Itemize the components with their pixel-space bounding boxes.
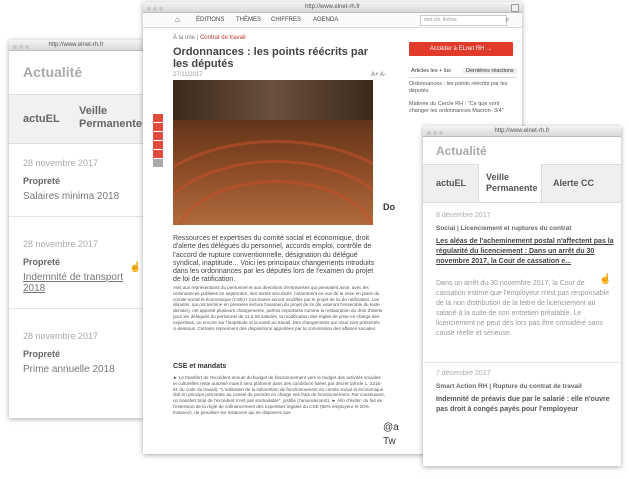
news-category: Propreté (23, 349, 61, 359)
tab-veille-permanente[interactable]: Veille Permanente (79, 105, 142, 130)
article-subheading: CSE et mandats (173, 363, 227, 370)
access-elnet-button[interactable]: Accéder à ELnet RH → (409, 42, 513, 56)
share-email-icon[interactable] (153, 114, 163, 122)
social-fragment-tw: Tw (383, 436, 396, 447)
share-pdf-icon[interactable] (153, 150, 163, 158)
news-date: 28 novembre 2017 (23, 239, 99, 249)
tab-alerte-cc[interactable]: Alerte CC (553, 178, 595, 188)
breadcrumb: À la une | Contrat de travail (173, 35, 246, 41)
news-title[interactable]: Salaires minima 2018 (23, 191, 120, 202)
window-title-bar (9, 40, 143, 51)
tab-bar (423, 164, 621, 203)
window-controls[interactable] (13, 43, 31, 53)
font-size-controls[interactable]: A+ A- (371, 72, 386, 78)
nav-item-agenda[interactable]: AGENDA (313, 17, 339, 23)
top-navigation (143, 13, 522, 28)
window-title-bar (143, 2, 522, 13)
window-url: http://www.elnet-rh.fr (48, 42, 104, 48)
close-icon[interactable] (511, 4, 519, 12)
window-controls[interactable] (427, 129, 445, 139)
home-icon[interactable]: ⌂ (175, 15, 180, 24)
nav-item-editions[interactable]: ÉDITIONS (196, 17, 225, 23)
list-item[interactable]: Ordonnances : les points réécrits par les députés (409, 81, 508, 94)
list-item[interactable] (23, 331, 143, 375)
news-title[interactable]: Indemnité de transport 2018 (23, 272, 124, 294)
news-category: Propreté (23, 257, 61, 267)
panel-title: Actualité (9, 51, 143, 95)
share-toolbar (153, 114, 163, 168)
divider (9, 308, 143, 309)
nav-item-themes[interactable]: THÈMES (236, 17, 262, 23)
article-date: 27/11/2017 (173, 72, 203, 78)
divider (423, 362, 621, 363)
divider (9, 216, 143, 217)
tab-most-read[interactable]: Articles les + lus (411, 68, 451, 74)
news-summary: Dans un arrêt du 30 novembre 2017, la Cour de cassation estime que l'employeur n'est pas responsable de la non distribution de la lettre de licenciement au salarié à la suite de son entretien préalable. Le licenciement ne peut dès lors pas être considéré sans cause réelle et sérieuse. (436, 280, 610, 337)
news-title[interactable]: Indemnité de préavis due par le salarié : elle n'ouvre pas droit à congés payés pour l'employeur (436, 396, 610, 413)
panel-title: Actualité (436, 144, 487, 158)
search-icon[interactable]: ⌕ (505, 15, 510, 24)
tab-veille-permanente[interactable]: Veille Permanente (486, 172, 538, 193)
breadcrumb-section[interactable]: Contrat de travail (199, 35, 246, 41)
news-category: Social | Licenciement et ruptures du contrat (436, 225, 572, 232)
social-fragment-at: @a (383, 422, 399, 433)
news-date: 8 décembre 2017 (436, 212, 491, 219)
tab-actuel[interactable]: actuEL (436, 178, 467, 188)
most-read-list (409, 81, 519, 121)
list-item[interactable]: Matinée du Cercle RH : "Ce que vont changer les ordonnances Macron- 3/4" (409, 101, 504, 114)
news-date: 28 novembre 2017 (23, 158, 99, 168)
article-body: Avis aux représentants du personnel et aux directions d'entreprises qui pensaient avoir, avec les ordonnances publiées en septembre, des textes sécurisés, notamment en vue de la mise en place du comité social et économique (CSE) ! Ces textes seront modifiés par le projet de loi de ratification. Les députés, qui ont terminé en première lecture l'examen du projet de loi (ils voteront l'ensemble du texte demain), ont apporté plusieurs changements, parfois importants comme la restauration du droit d'alerte pour les délégués du personnel de 11 à 50 salariés, la modification des règles de prise en charge des expertises, ou encore sur l'inaptitude et la santé au travail. Des changements qui nous sont présentés ci-dessous. Certains reprennent des dispositions apportées par la commission des affaires sociales. (173, 285, 383, 331)
sidebar-tabs (409, 66, 517, 78)
share-linkedin-icon[interactable] (153, 141, 163, 149)
news-date: 28 novembre 2017 (23, 331, 99, 341)
news-category: Smart Action RH | Rupture du contrat de travail (436, 383, 582, 390)
tab-bar (9, 95, 143, 144)
news-title-link[interactable]: Les aléas de l'acheminement postal n'affectent pas la régularité du licenciement : Dans un arrêt du 30 novembre 2017, la Cour de cassation e... (436, 238, 614, 265)
news-title[interactable]: Prime annuelle 2018 (23, 364, 115, 375)
tab-latest-reactions[interactable]: Dernières réactions (463, 68, 517, 74)
list-item[interactable] (23, 158, 143, 217)
sidebar-heading-fragment: Do (383, 202, 395, 212)
window-url: http://www.elnet-rh.fr (494, 128, 550, 134)
article-headline: Ordonnances : les points réécrits par les députés (173, 46, 369, 70)
nav-item-chiffres[interactable]: CHIFFRES (271, 17, 301, 23)
actualite-window-right: http://www.elnet-rh.fr Actualité actuEL Veille Permanente Alerte CC 8 décembre 2017 Social | Licenciement et ruptures du contrat Les aléas de l'acheminement postal n'affectent pas la régularité du licenciement : Dans un arrêt du 30 novembre 2017, la Cour de cassation e... Dans un arrêt du 30 novembre 2017, la Cour de cassation estime que l'employeur n'est pas responsable de la non distribution de la lettre de licenciement au salarié à la suite de son entretien préalable. Le licenciement ne peut dès lors pas être considéré sans cause réelle et sérieuse. 7 décembre 2017 Smart Action RH | Rupture du contrat de travail Indemnité de préavis due par le salarié : elle n'ouvre pas droit à congés payés pour l'employeur ☝ (423, 126, 621, 466)
list-item[interactable] (23, 239, 143, 309)
news-date: 7 décembre 2017 (436, 370, 491, 377)
news-list (9, 158, 143, 375)
article-lead: Ressources et expertises du comité social et économique, droit d'alerte des délégués du personnel, accords emploi, contrôle de l'accord de rupture conventionnelle, désignation du délégué syndical, inaptitude... Voici les principaux changements introduits dans les ordonnances par les députés lors de l'examen du projet de loi de ratification. (173, 235, 375, 284)
article-body-continued: ► Le transfert de l'excédent annuel du budget de fonctionnement vers le budget des activités sociales et culturelles reste autorisé mais il sera plafonné dans des conditions fixées par décret (article L. 2315-61 du code du travail). "L'utilisation de la subvention de fonctionnement du comité social et économique doit en principe permettre au comité de prendre en charge ses frais de fonctionnement. Par conséquent, un transfert total de l'excédent n'est pas souhaitable", justifie (l'amendement). ► Afin d'éviter, du fait de l'extension de la règle de cofinancement des expertises légales du CSE (80% employeur et 20% instance), de pénaliser les instances qui ne disposent que (173, 375, 385, 415)
window-title-bar (423, 126, 621, 137)
actualite-window-left: http://www.elnet-rh.fr Actualité actuEL Veille Permanente 28 novembre 2017 Propreté Salaires minima 2018 28 novembre 2017 Propreté Indemnité de transport 2018 28 novembre 2017 Propreté Prime annuelle 2018 ☝ (9, 40, 143, 418)
print-icon[interactable] (153, 159, 163, 167)
news-category: Propreté (23, 176, 61, 186)
window-url: http://www.elnet-rh.fr (304, 4, 361, 10)
share-twitter-icon[interactable] (153, 132, 163, 140)
breadcrumb-home[interactable]: À la une (173, 35, 196, 41)
assembly-photo (173, 80, 373, 225)
share-facebook-icon[interactable] (153, 123, 163, 131)
tab-actuel[interactable]: actuEL (23, 113, 60, 125)
search-input[interactable]: mot clé, thème (420, 15, 507, 26)
